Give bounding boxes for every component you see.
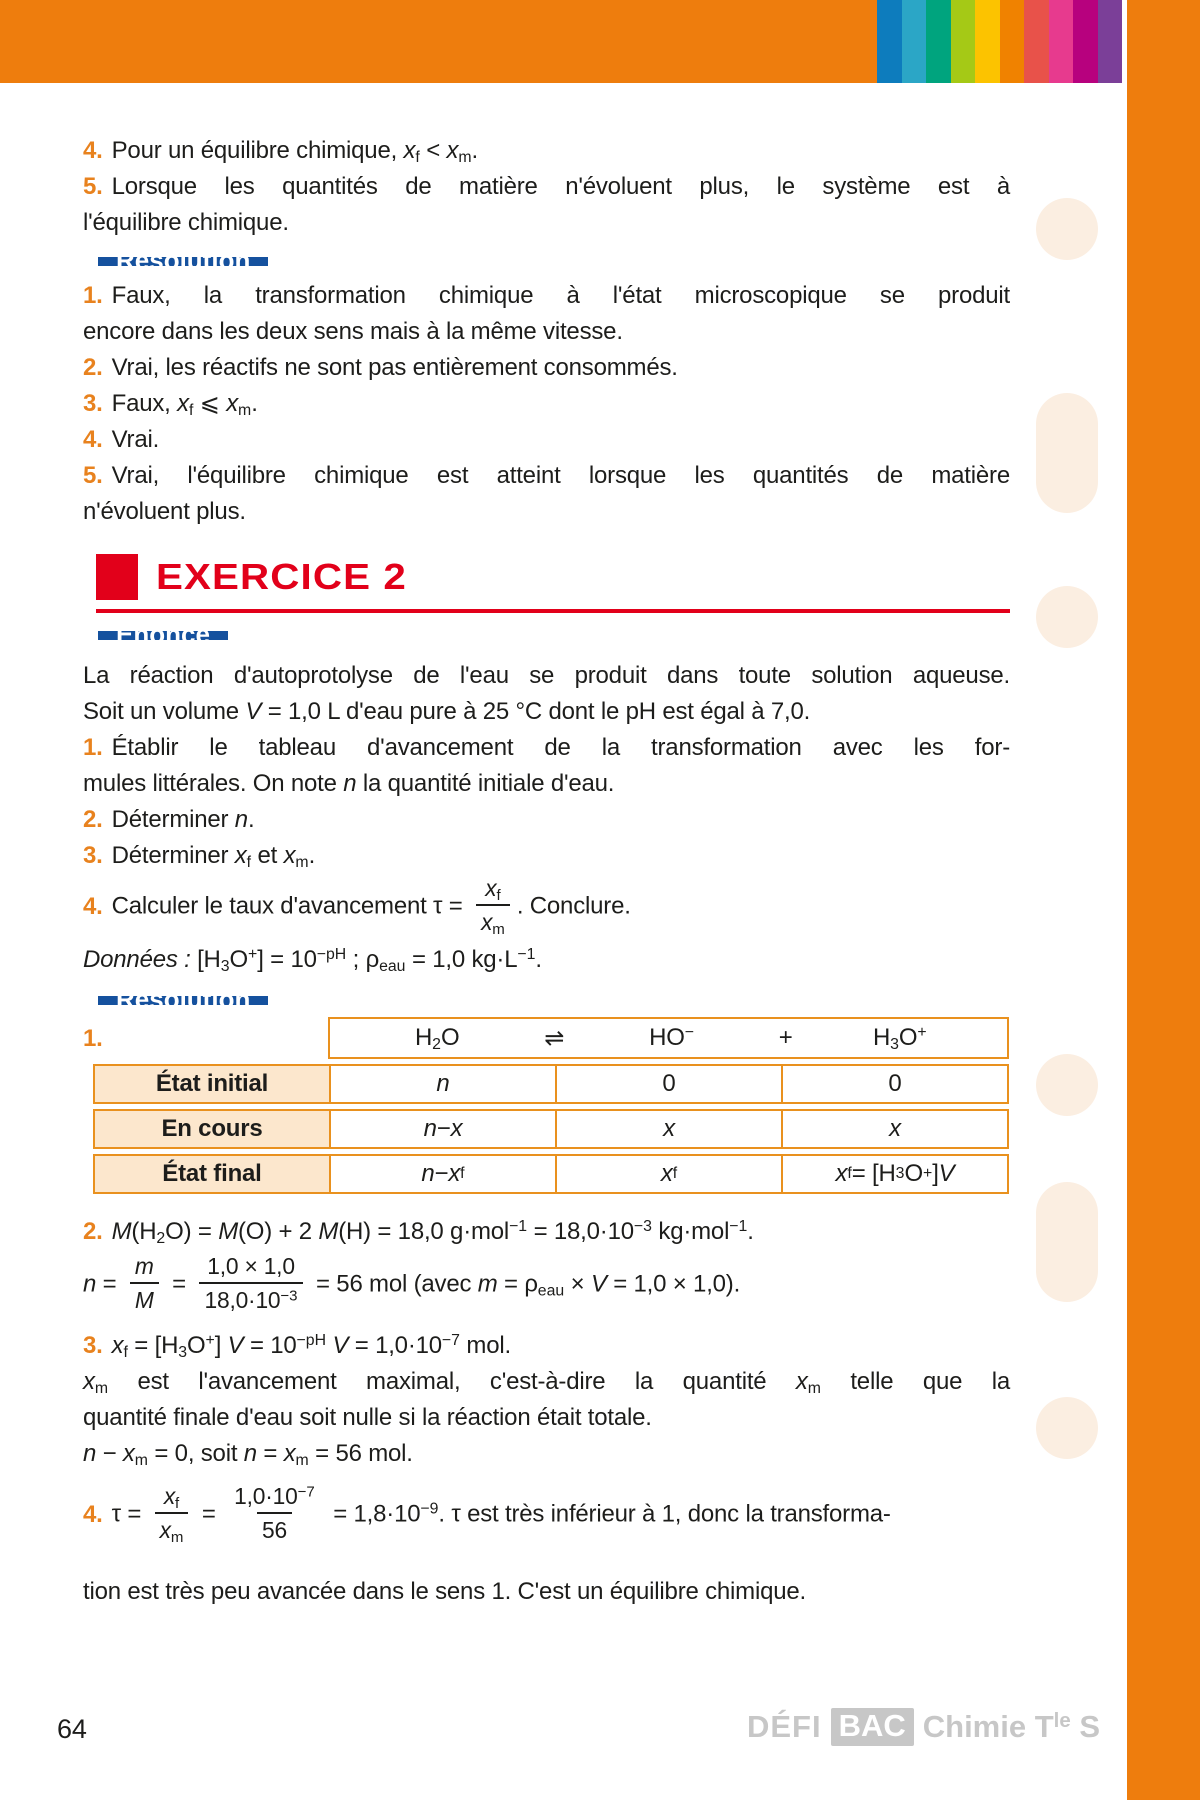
page-number: 64	[57, 1714, 87, 1744]
decorative-capsule	[1036, 393, 1098, 513]
statement-paragraph	[83, 658, 1010, 730]
badge-row	[83, 984, 1010, 1014]
resolution-step	[83, 1214, 1010, 1250]
text-line	[83, 1574, 1010, 1610]
answer-item	[83, 422, 1010, 458]
item-text: $x_m$ est l'avancement maximal, c'est-à-dire la quantité $x_m$ telle que la	[83, 1368, 1010, 1397]
text-line	[83, 838, 1010, 874]
text-line	[83, 1364, 1010, 1400]
decorative-capsule	[1036, 1182, 1098, 1302]
section-heading-row	[96, 554, 1010, 600]
item-number: 1.	[83, 282, 103, 309]
item-text: n'évoluent plus.	[83, 498, 246, 525]
item-number: 2.	[83, 1218, 103, 1245]
row-label: État initial	[95, 1066, 329, 1102]
question-item	[83, 874, 1010, 940]
text-line	[83, 874, 1010, 940]
question-item	[83, 133, 1010, 169]
resolution-badge: Résolution	[98, 996, 268, 1005]
enonce-badge: Énoncé	[98, 631, 228, 640]
table-cell: n	[329, 1066, 555, 1102]
stripe-orange	[1000, 0, 1025, 83]
item-text: quantité finale d'eau soit nulle si la réaction était totale.	[83, 1404, 652, 1431]
item-number: 5.	[83, 462, 103, 489]
brand-logo	[747, 1708, 1100, 1746]
item-text: l'équilibre chimique.	[83, 209, 289, 236]
item-number: 5.	[83, 173, 103, 200]
right-edge-band	[1127, 0, 1200, 1800]
advancement-table	[93, 1017, 1009, 1194]
paragraph-text: Soit un volume V = 1,0 L d'eau pure à 25 °C dont le pH est égal à 7,0.	[83, 698, 811, 725]
formula-line	[83, 1250, 1010, 1320]
table-cell: n − x	[329, 1111, 555, 1147]
question-item	[83, 730, 1010, 802]
data-line-text: Données : $[H_3O^+] = 10^{-pH}$ ; $\rho_{eau} = 1,0$ $kg\cdot L^{-1}$.	[83, 946, 542, 975]
badge-row	[83, 619, 1010, 649]
item-text: Vrai.	[111, 426, 160, 453]
text-line	[83, 169, 1010, 205]
text-line	[83, 314, 1010, 350]
item-text: $M(H_2O) = M(O) + 2$ M(H) = 18,0 $g\cdot mol^{-1} = 18,0\cdot 10^{-3}$ kg·mol$^{-1}$.	[111, 1218, 754, 1247]
resolution-step	[83, 1328, 1010, 1472]
item-text: Faux, $x_f$ ⩽ $x_m$.	[111, 390, 258, 419]
item-number: 4.	[83, 893, 103, 920]
decorative-circle	[1036, 586, 1098, 648]
item-number: 2.	[83, 354, 103, 381]
question-item	[83, 169, 1010, 241]
item-text: Établir le tableau d'avancement de la transformation avec les for-	[111, 734, 1010, 761]
text-line	[83, 1400, 1010, 1436]
answer-item	[83, 350, 1010, 386]
row-label: En cours	[95, 1111, 329, 1147]
reactant-formula: $H_2O$	[414, 1024, 460, 1053]
table-header-row	[328, 1017, 1009, 1059]
decorative-circle	[1036, 1397, 1098, 1459]
item-number: 2.	[83, 806, 103, 833]
closing-text: tion est très peu avancée dans le sens 1. C'est un équilibre chimique.	[83, 1578, 807, 1605]
item-text: Pour un équilibre chimique, $x_f < x_m$.	[111, 137, 478, 166]
paragraph-text: La réaction d'autoprotolyse de l'eau se produit dans toute solution aqueuse.	[83, 662, 1010, 689]
table-row	[93, 1109, 1009, 1149]
item-number: 3.	[83, 1332, 103, 1359]
stripe-purple	[1098, 0, 1123, 83]
table-cell: x f	[555, 1156, 781, 1192]
formula-text: n = $\frac{m}{M}$ = $\frac{1,0 \times 1,0}{18,0\cdot 10^{-3}}$ = 56 mol (avec $m = \rho_{eau} \times V = 1,0 \times 1,0$).	[83, 1252, 741, 1313]
formula-text: τ = $\frac{x_f}{x_m}$ = $\frac{1,0\cdot 10^{-7}}{56}$ = $1,8\cdot 10^{-9}$. τ est très inférieur à 1, donc la transforma-	[111, 1482, 891, 1546]
item-text: $n - x_m = 0$, soit $n = x_m = 56$ mol.	[83, 1440, 413, 1469]
stripe-yellow	[975, 0, 1000, 83]
exercise-bullet-square	[96, 554, 138, 600]
question-item	[83, 802, 1010, 838]
equilibrium-arrow: ⇌	[544, 1024, 565, 1052]
item-text: $x_f = [H_3O^+] V = 10^{-pH}$ $V = 1,0\cdot 10^{-7}$ mol.	[111, 1332, 511, 1361]
item-text: Lorsque les quantités de matière n'évoluent plus, le système est à	[111, 173, 1010, 200]
stripe-red	[1024, 0, 1049, 83]
resolution-step-1	[83, 1017, 1010, 1194]
text-line	[83, 494, 1010, 530]
item-text: mules littérales. On note n la quantité initiale d'eau.	[83, 770, 615, 797]
table-cell: 0	[555, 1066, 781, 1102]
table-cell: x	[781, 1111, 1007, 1147]
product-formula: HO−	[649, 1024, 694, 1051]
text-line	[83, 658, 1010, 694]
item-text: Vrai, les réactifs ne sont pas entièrement consommés.	[111, 354, 678, 381]
stripe-teal	[902, 0, 927, 83]
text-line	[83, 1214, 1010, 1250]
question-item	[83, 838, 1010, 874]
item-text: Vrai, l'équilibre chimique est atteint lorsque les quantités de matière	[111, 462, 1010, 489]
table-cell: 0	[781, 1066, 1007, 1102]
text-line	[83, 422, 1010, 458]
stripe-blue	[877, 0, 902, 83]
resolution-step	[83, 1480, 1010, 1550]
section-rule	[96, 609, 1010, 613]
stripe-lime	[951, 0, 976, 83]
page-content	[83, 83, 1010, 1610]
item-number: 4.	[83, 1501, 103, 1528]
brand-subject-text: Chimie $T^{le}$ S	[922, 1708, 1100, 1744]
decorative-circle	[1036, 198, 1098, 260]
color-stripes	[877, 0, 1122, 83]
plus-sign: +	[778, 1024, 793, 1051]
text-line	[83, 694, 1010, 730]
item-number: 1.	[83, 1025, 103, 1052]
item-text: encore dans les deux sens mais à la même vitesse.	[83, 318, 623, 345]
item-number: 4.	[83, 426, 103, 453]
resolution-badge: Résolution	[98, 257, 268, 266]
section-heading	[83, 554, 1010, 613]
stripe-magenta	[1073, 0, 1098, 83]
text-line	[83, 1328, 1010, 1364]
text-line	[83, 730, 1010, 766]
item-number: 3.	[83, 390, 103, 417]
table-row	[93, 1154, 1009, 1194]
data-line	[83, 940, 1010, 980]
item-text: Déterminer n.	[111, 806, 255, 833]
item-text: Calculer le taux d'avancement τ = $\frac{x_f}{x_m}$ . Conclure.	[111, 874, 631, 938]
table-cell: n − x f	[329, 1156, 555, 1192]
answer-item	[83, 386, 1010, 422]
table-cell: x f = [H 3 O + ] V	[781, 1156, 1007, 1192]
text-line	[83, 386, 1010, 422]
table-row	[93, 1064, 1009, 1104]
text-line	[83, 1436, 1010, 1472]
text-line	[83, 205, 1010, 241]
text-line	[83, 458, 1010, 494]
answer-item	[83, 278, 1010, 350]
text-line	[83, 350, 1010, 386]
item-text: Déterminer $x_f$ et $x_m$.	[111, 842, 316, 871]
badge-row	[83, 245, 1010, 275]
text-line	[83, 766, 1010, 802]
stripe-pink	[1049, 0, 1074, 83]
text-line	[83, 133, 1010, 169]
text-line	[83, 802, 1010, 838]
item-text: Faux, la transformation chimique à l'état microscopique se produit	[111, 282, 1010, 309]
brand-bac-box: BAC	[831, 1708, 914, 1746]
brand-defi-text: DÉFI	[746, 1709, 822, 1744]
text-line	[83, 278, 1010, 314]
decorative-circle	[1036, 1054, 1098, 1116]
product-formula: $H_3O^+$	[872, 1024, 927, 1053]
row-label: État final	[95, 1156, 329, 1192]
item-number: 3.	[83, 842, 103, 869]
answer-item	[83, 458, 1010, 530]
table-cell: x	[555, 1111, 781, 1147]
stripe-green	[926, 0, 951, 83]
item-number: 1.	[83, 734, 103, 761]
exercise-title: EXERCICE 2	[156, 556, 407, 597]
item-number: 4.	[83, 137, 103, 164]
